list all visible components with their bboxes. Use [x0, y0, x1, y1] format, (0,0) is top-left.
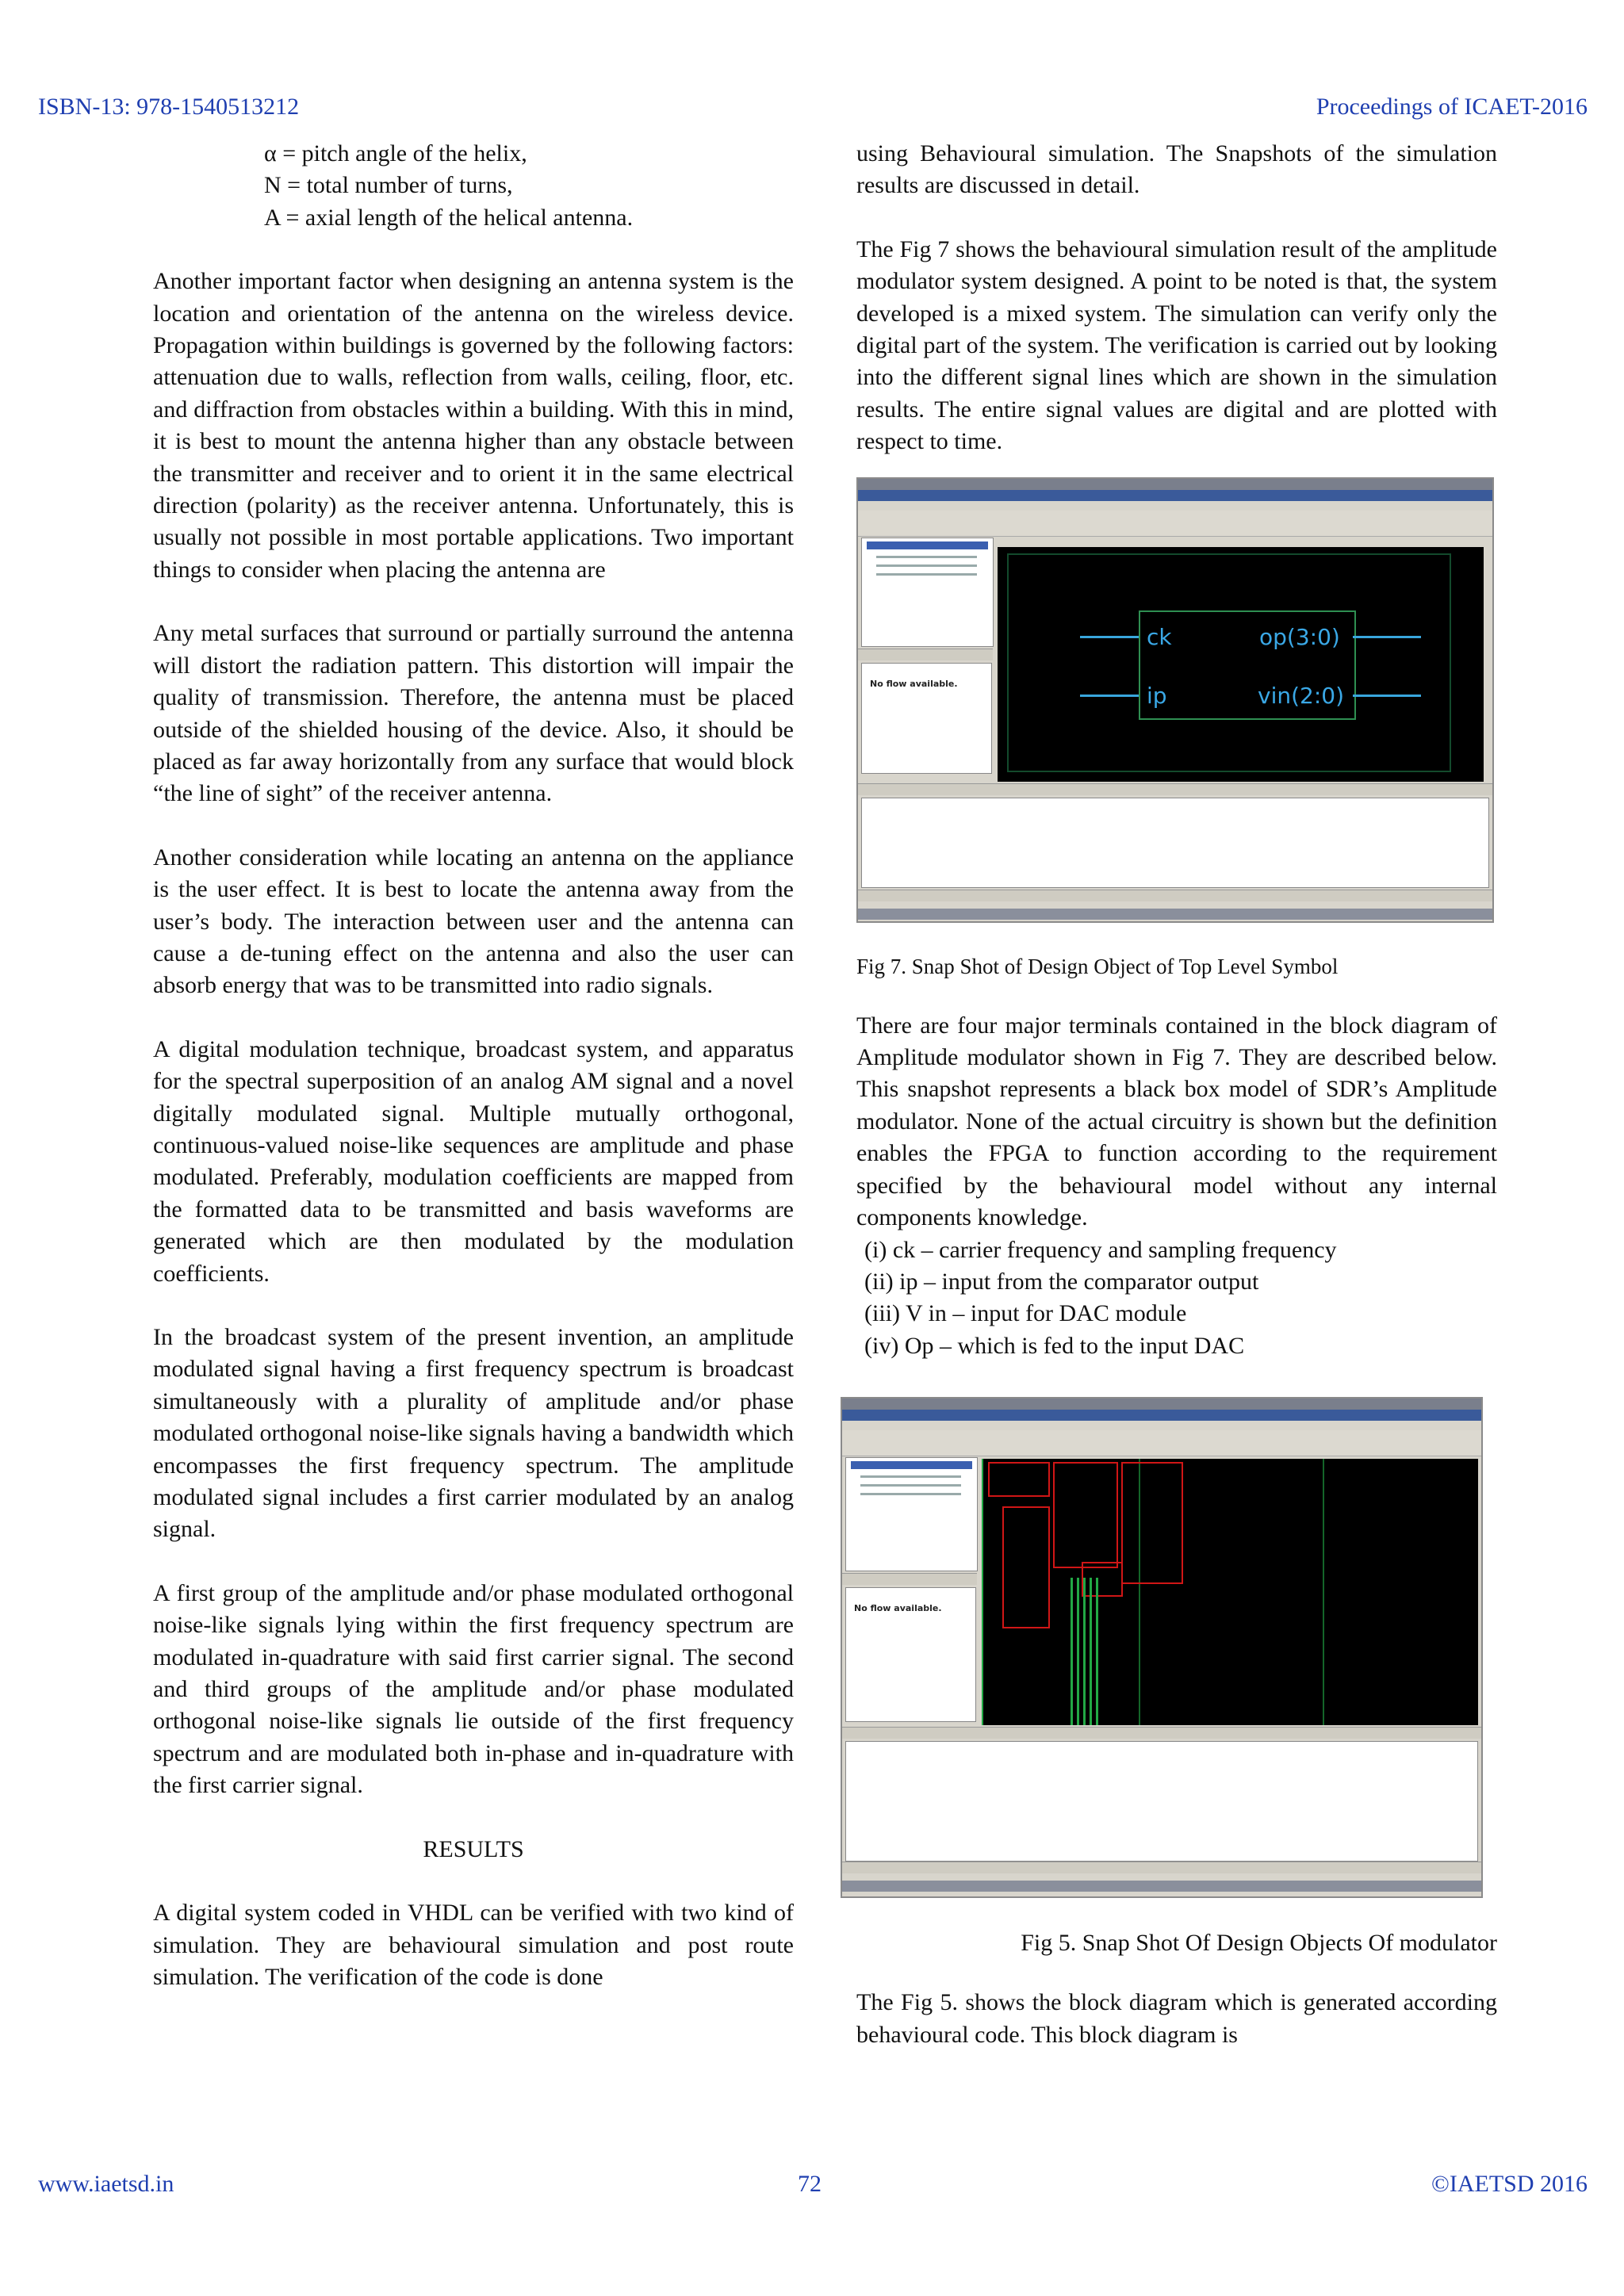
pin-ip: ip [1147, 682, 1167, 709]
window-titlebar [842, 1410, 1481, 1421]
fig5-caption: Fig 5. Snap Shot Of Design Objects Of modulator [1021, 1930, 1497, 1957]
taskbar [842, 1399, 1481, 1410]
paragraph-fig7-description: The Fig 7 shows the behavioural simulation result of the amplitude modulator system designed. A point to be noted is that, the system developed is a mixed system. The simulation can verify only the digital part of the system. The verification is carried out by looking into the different signal lines which are shown in the simulation results. The entire signal values are digital and are plotted with respect to time. [856, 235, 1497, 455]
paragraph-metal-surfaces: Any metal surfaces that surround or partially surround the antenna will distort the radiation pattern. This distortion will impair the quality of transmission. Therefore, the antenna must be placed outside of the shielded housing of the device. Also, it should be placed as far away horizontally from any surface that would block “the line of sight” of the receiver antenna. [153, 620, 794, 807]
fig7-screenshot [856, 477, 1494, 923]
toolbar [842, 1430, 1481, 1444]
schematic-canvas [982, 1459, 1478, 1725]
schematic-block [1082, 1562, 1123, 1597]
toolbar [858, 511, 1492, 524]
console-tabs [842, 1862, 1481, 1873]
bus-wire [1077, 1578, 1079, 1725]
fig5-screenshot [841, 1397, 1483, 1898]
schematic-block [988, 1462, 1050, 1497]
vin-wire [1353, 695, 1421, 697]
sheet-grid-line [1323, 1459, 1324, 1725]
design-objects-table [845, 1741, 1478, 1862]
paragraph-digital-modulation: A digital modulation technique, broadcast system, and apparatus for the spectral superposition of an analog AM signal and a novel digitally modulated signal. Multiple mutually orthogonal, continuous-valued noise-like sequences are amplitude and phase modulated. Preferably, modulation coefficients are mapped from the formatted data to be transmitted and basis waveforms are generated which are then modulated by the modulation coefficients. [153, 1035, 794, 1287]
paragraph-broadcast-system: In the broadcast system of the present invention, an amplitude modulated signal having a first frequency spectrum is broadcast simultaneously with a plurality of amplitude and/or phase modulated orthogonal noise-like signals having a bandwidth which encompasses the first frequency spectrum. The amplitude modulated signal includes a first carrier modulated by an analog signal. [153, 1324, 794, 1543]
bus-wire [1083, 1578, 1086, 1725]
schematic-canvas [998, 547, 1484, 782]
paragraph-first-group: A first group of the amplitude and/or phase modulated orthogonal noise-like signals lying within the first frequency spectrum are modulated in-quadrature with said first carrier signal. The second and third groups of the amplitude and/or phase modulated orthogonal noise-like signals lie outside of the first frequency spectrum and are modulated both in-phase and in-quadrature with the first carrier signal. [153, 1579, 794, 1799]
paragraph-results: A digital system coded in VHDL can be verified with two kind of simulation. They are behavioural simulation and post route simulation. The verification of the code is done [153, 1900, 794, 1990]
panel-tabs [858, 649, 993, 660]
paragraph-intro: using Behavioural simulation. The Snapshots of the simulation results are discussed in detail. [856, 140, 1497, 199]
right-column [856, 138, 1497, 2083]
page-number: 72 [798, 2171, 822, 2197]
terminal-ck: (i) ck – carrier frequency and sampling frequency [864, 1236, 1337, 1263]
isbn-header: ISBN-13: 978-1540513212 [38, 94, 300, 120]
op-wire [1353, 636, 1421, 638]
design-objects-table [861, 798, 1489, 888]
status-bar [858, 909, 1492, 920]
editor-tabs [842, 1727, 1481, 1739]
toolbar-secondary [842, 1443, 1481, 1456]
pin-vin: vin(2:0) [1258, 682, 1345, 709]
variable-a: A = axial length of the helical antenna. [264, 204, 634, 231]
console-tabs [858, 890, 1492, 901]
ck-wire [1080, 636, 1139, 638]
toolbar-secondary [858, 523, 1492, 537]
website-footer[interactable]: www.iaetsd.in [38, 2171, 174, 2197]
schematic-block [1053, 1462, 1118, 1568]
variable-n: N = total number of turns, [264, 172, 513, 199]
paragraph-user-effect: Another consideration while locating an antenna on the appliance is the user effect. It is best to locate the antenna away from the user’s body. The interaction between user and the antenna can cause a de-tuning effect on the antenna and also the user can absorb energy that was to be transmitted into radio signals. [153, 844, 794, 999]
sheet-edge [982, 1459, 983, 1725]
proceedings-header: Proceedings of ICAET-2016 [1316, 94, 1588, 120]
terminal-op: (iv) Op – which is fed to the input DAC [864, 1332, 1245, 1359]
sources-tree [845, 1457, 978, 1571]
paragraph-terminals: There are four major terminals contained in the block diagram of Amplitude modulator shown in Fig 7. They are described below. This snapshot represents a black box model of SDR’s Amplitude modulator. None of the actual circuitry is shown but the definition enables the FPGA to function according to the requirement specified by the behavioural model without any internal components knowledge. [856, 1012, 1497, 1231]
paragraph-antenna-location: Another important factor when designing an antenna system is the location and orientation of the antenna on the wireless device. Propagation within buildings is governed by the following factors: attenuation due to walls, reflection from walls, ceiling, floor, etc. and diffraction from obstacles within a building. With this in mind, it is best to mount the antenna higher than any obstacle between the transmitter and receiver and to orient it in the same electrical direction (polarity) as the receiver antenna. Unfortunately, this is usually not possible in most portable applications. Two important things to consider when placing the antenna are [153, 268, 794, 583]
terminal-vin: (iii) V in – input for DAC module [864, 1300, 1187, 1327]
paragraph-fig5-description: The Fig 5. shows the block diagram which is generated according behavioural code. This block diagram is [856, 1989, 1497, 2048]
panel-tabs [842, 1573, 977, 1585]
pin-ck: ck [1147, 623, 1172, 650]
schematic-block [1121, 1462, 1183, 1584]
taskbar [858, 479, 1492, 490]
processes-panel [845, 1587, 976, 1722]
terminal-ip: (ii) ip – input from the comparator output [864, 1268, 1259, 1295]
window-titlebar [858, 490, 1492, 501]
variable-alpha: α = pitch angle of the helix, [264, 140, 527, 166]
processes-panel [861, 663, 992, 774]
bus-wire [1090, 1578, 1092, 1725]
editor-tabs [858, 783, 1492, 795]
sources-tree [861, 538, 994, 647]
no-flow-label: No flow available. [854, 1603, 942, 1614]
bus-wire [1096, 1578, 1098, 1725]
bus-wire [1071, 1578, 1073, 1725]
ip-wire [1080, 695, 1139, 697]
status-bar [842, 1881, 1481, 1892]
schematic-block [1002, 1506, 1050, 1628]
left-column [153, 138, 794, 2025]
copyright-footer: ©IAETSD 2016 [1431, 2171, 1588, 2197]
results-heading: RESULTS [423, 1835, 524, 1862]
no-flow-label: No flow available. [870, 678, 958, 689]
variable-definitions [264, 138, 794, 234]
pin-op: op(3:0) [1259, 623, 1340, 650]
fig7-caption: Fig 7. Snap Shot of Design Object of Top Level Symbol [856, 954, 1339, 978]
